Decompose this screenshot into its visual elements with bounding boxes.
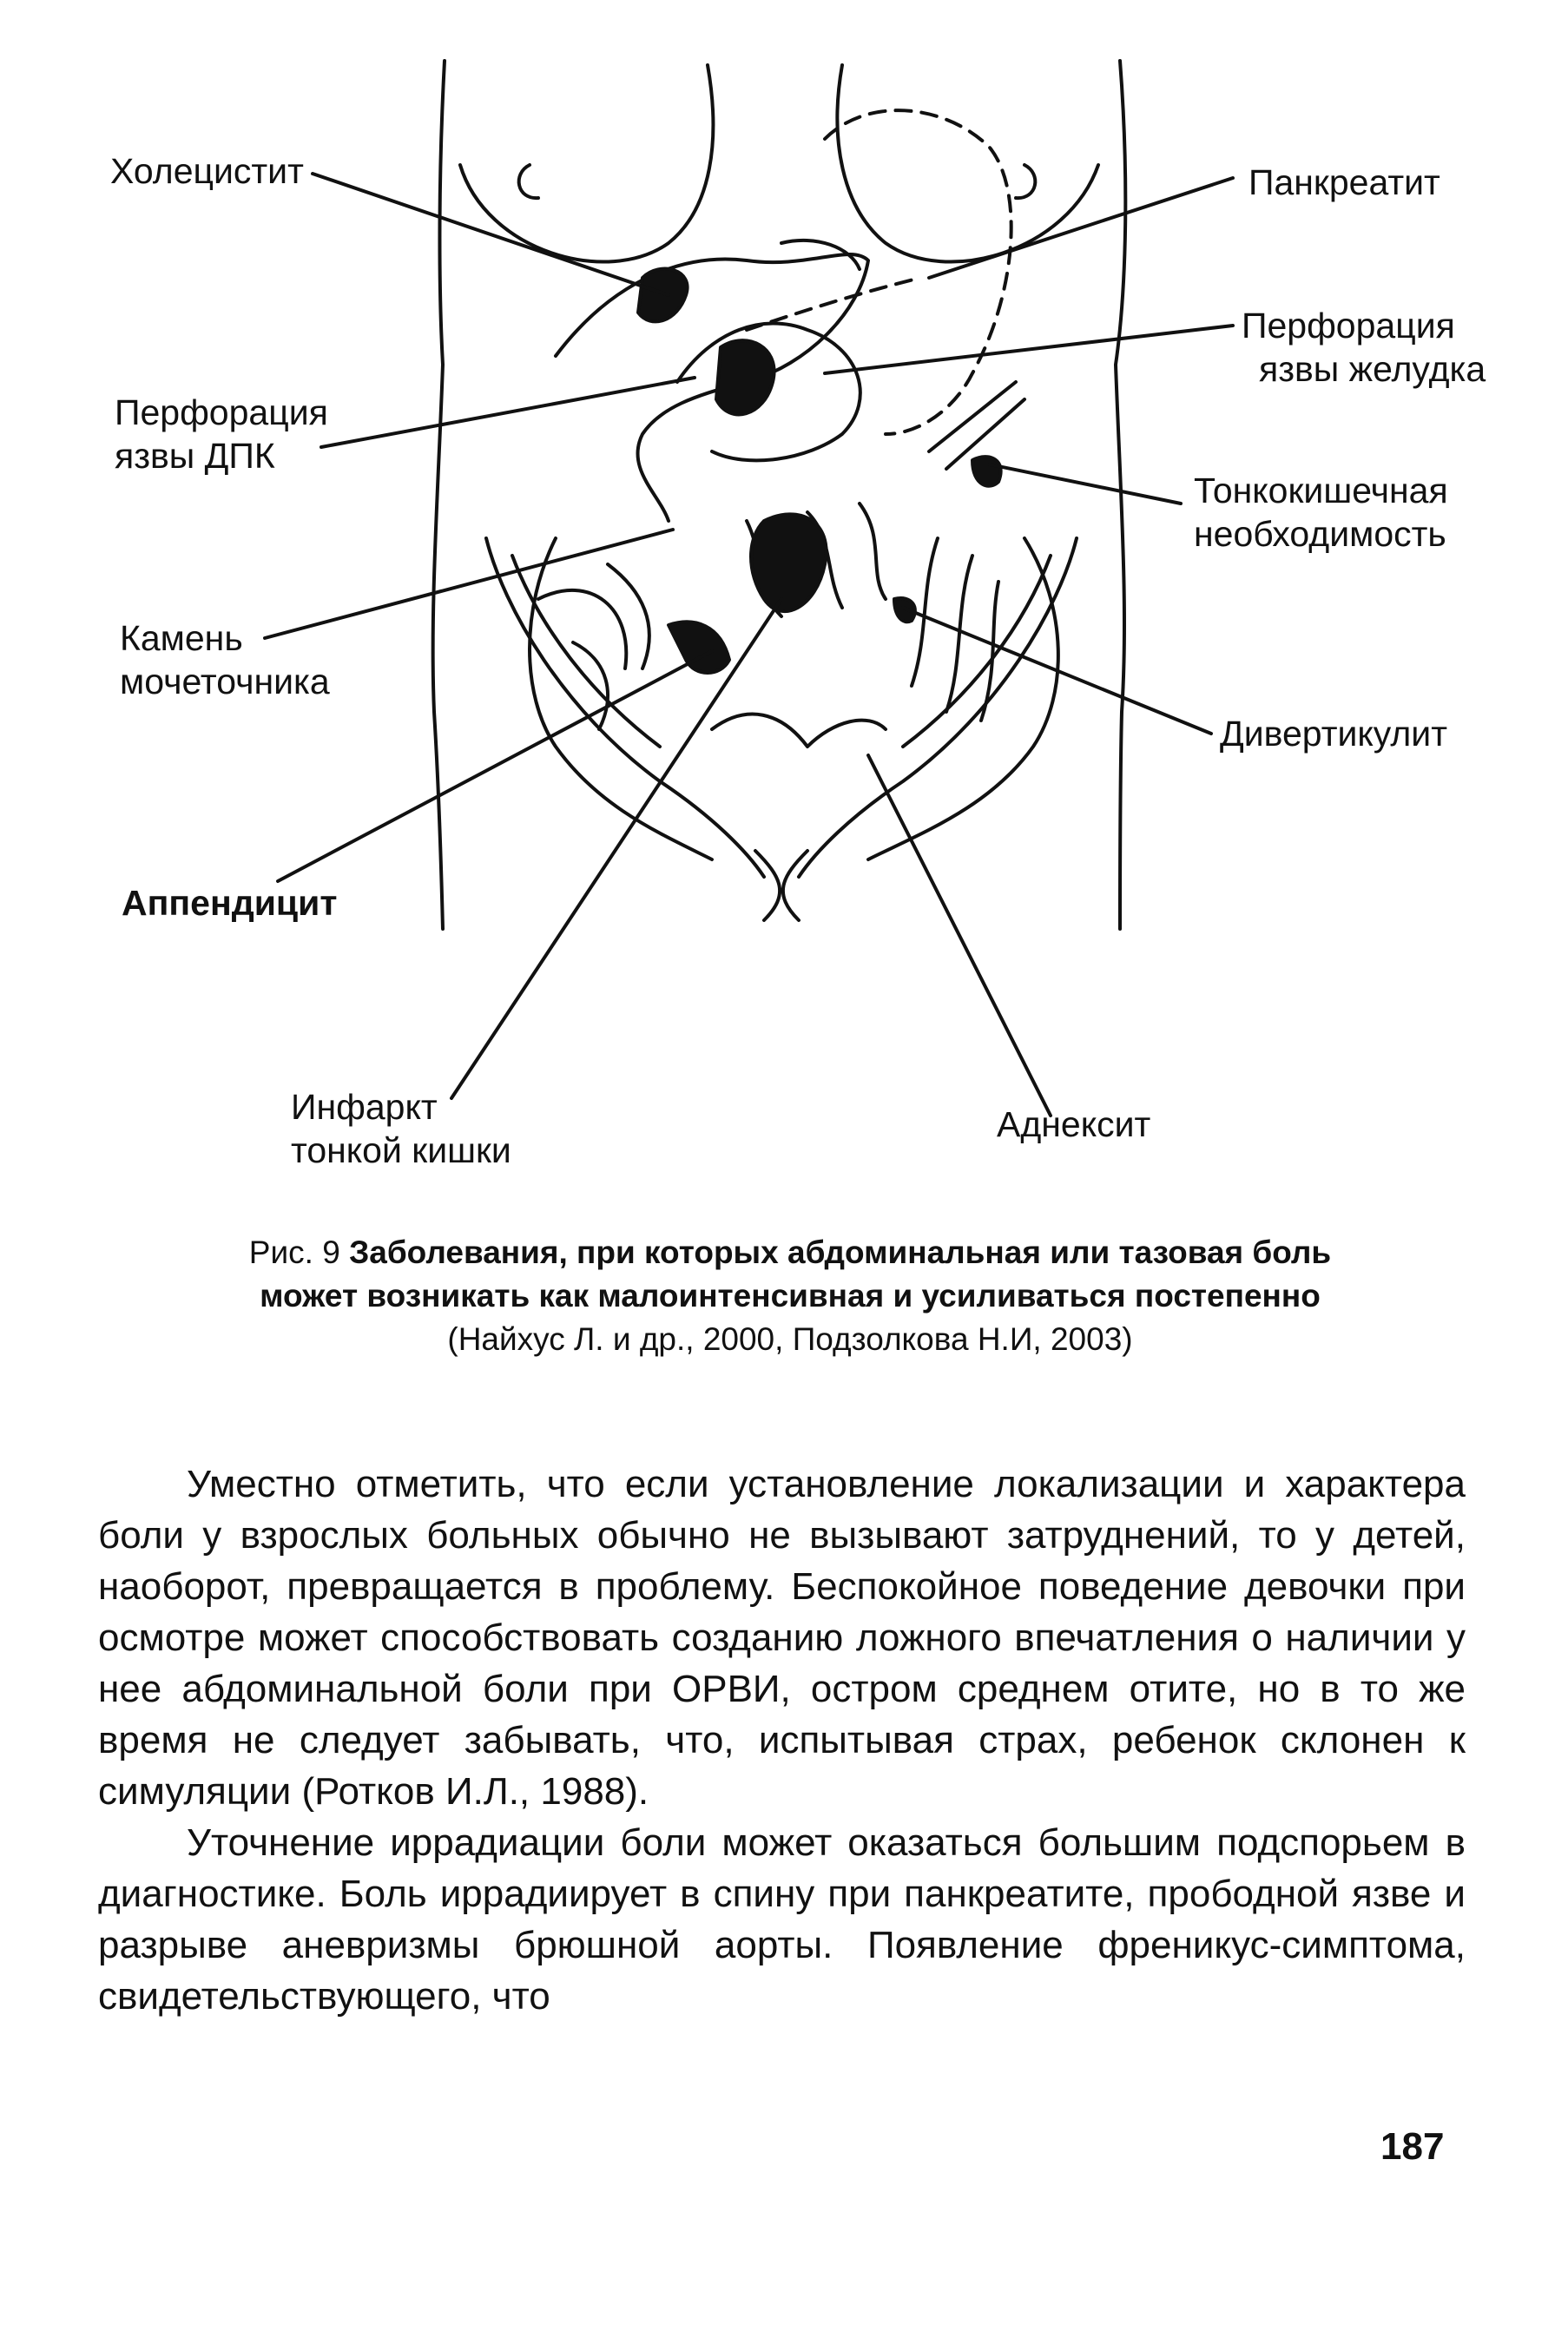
pancreas-dashed-outline [825, 110, 1011, 434]
torso-right-edge [1116, 61, 1125, 929]
pelvic-symbol [755, 851, 807, 920]
paragraph-1: Уместно отметить, что если установление локализации и характера боли у взрослых больных обычно не вызывают затруднений, то у детей, наоборот, превращается в проблему. Беспокойное поведение девочки при осмотре может способствовать созданию ложного впечатления о наличии у нее абдоминальной боли при ОРВИ, остром среднем отите, но в то же время не следует забывать, что, испытывая страх, ребенок склонен к симуляции (Ротков И.Л., 1988). [98, 1463, 1466, 1813]
caption-source: (Найхус Л. и др., 2000, Подзолкова Н.И, 2003) [447, 1321, 1133, 1357]
gallbladder-dark [638, 269, 688, 322]
label-pancreatitis: Панкреатит [1248, 162, 1440, 202]
leader-appendicitis [278, 651, 712, 881]
leader-adnexitis [868, 755, 1051, 1116]
label-appendicitis: Аппендицит [122, 883, 338, 923]
body-text [98, 1458, 1466, 2022]
obstruction-dark [972, 457, 1001, 486]
adnexa [712, 714, 886, 747]
label-ureter-stone: Камень мочеточника [120, 618, 330, 701]
label-infarction: Инфаркт тонкой кишки [291, 1087, 511, 1170]
label-diverticulitis: Дивертикулит [1220, 714, 1447, 754]
label-gastric-ulcer: Перфорация язвы желудка [1242, 306, 1486, 389]
caption-title-1: Заболевания, при которых абдоминальная или тазовая боль [349, 1235, 1332, 1270]
leader-gastric [825, 326, 1233, 373]
leader-duodenal [321, 378, 695, 447]
label-adnexitis: Аднексит [997, 1104, 1151, 1144]
caption-line-1 [122, 1231, 1459, 1274]
caption-prefix: Рис. 9 [248, 1235, 340, 1270]
leader-infarction [451, 599, 781, 1098]
duodenum-dark [716, 340, 774, 414]
leader-obstruction [990, 464, 1181, 504]
left-breast [460, 65, 713, 262]
figure-caption [122, 1231, 1459, 1361]
leader-cholecystitis [313, 174, 669, 295]
label-obstruction: Тонкокишечная необходимость [1194, 471, 1448, 554]
leader-pancreatitis [929, 178, 1233, 278]
label-duodenal-ulcer: Перфорация язвы ДПК [115, 392, 328, 476]
label-cholecystitis: Холецистит [110, 151, 304, 191]
page-number: 187 [1380, 2125, 1445, 2168]
right-breast [837, 65, 1098, 262]
small-bowel-dark [751, 514, 827, 611]
paragraph-2: Уточнение иррадиации боли может оказаться большим подспорьем в диагностике. Боль иррадиирует в спину при панкреатите, прободной язве и разрыве аневризмы брюшной аорты. Появление френикус-симптома, свидетельствующего, что [98, 1821, 1466, 2018]
caption-title-2: может возникать как малоинтенсивная и усиливаться постепенно [260, 1278, 1321, 1314]
appendix-dark [669, 622, 729, 673]
liver-outline [556, 254, 868, 521]
